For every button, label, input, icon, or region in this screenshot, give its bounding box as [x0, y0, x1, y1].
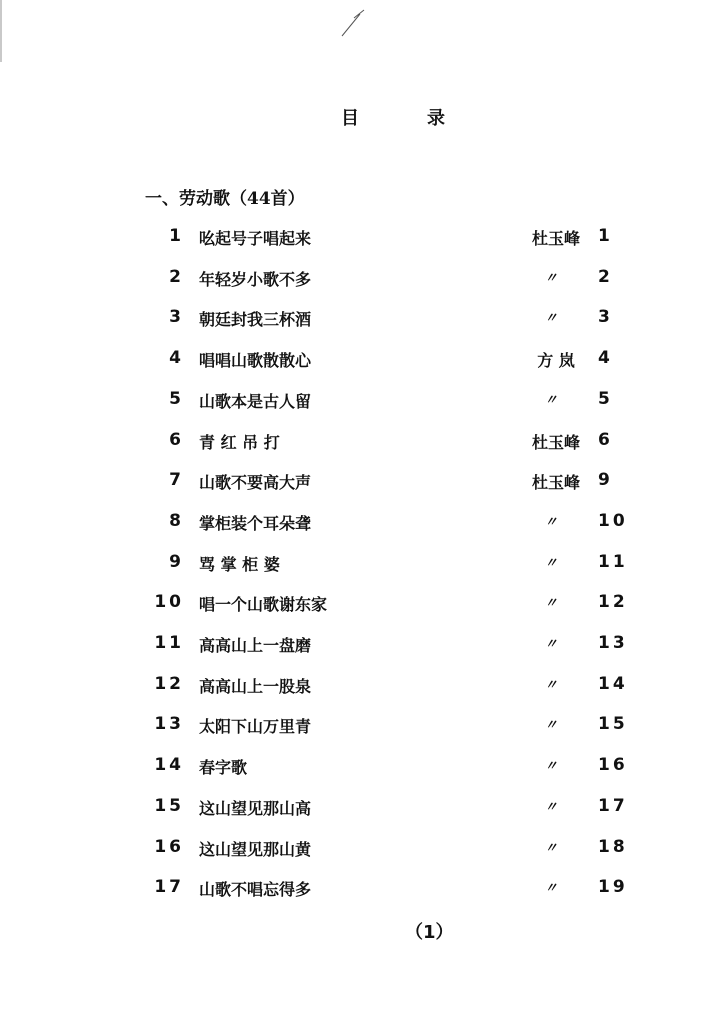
toc-entry-title: 高高山上一盘磨	[199, 636, 312, 655]
toc-entry-author: 〃	[544, 637, 558, 652]
toc-entry-author: 〃	[544, 311, 558, 326]
toc-entry-number: 16	[154, 837, 184, 857]
toc-entry-number: 17	[154, 877, 184, 897]
toc-entry-title: 吆起号子唱起来	[199, 229, 312, 248]
toc-entry-page: 13	[598, 633, 628, 653]
toc-entry-page: 16	[598, 755, 628, 775]
toc-entry-title: 掌柜装个耳朵聋	[199, 514, 312, 533]
toc-entry-author: 〃	[544, 393, 558, 408]
toc-row	[0, 837, 713, 867]
toc-entry-title: 唱一个山歌谢东家	[199, 595, 328, 614]
toc-entry-title: 高高山上一股泉	[199, 677, 312, 696]
toc-entry-title: 朝廷封我三杯酒	[199, 310, 312, 329]
toc-entry-author: 〃	[544, 271, 558, 286]
toc-entry-author: 杜玉峰	[531, 473, 580, 492]
page-edge-shadow	[0, 0, 2, 62]
toc-row	[0, 714, 713, 744]
toc-entry-number: 4	[169, 348, 184, 368]
toc-entry-title: 山歌不要高大声	[199, 473, 312, 492]
toc-entry-page: 6	[598, 430, 613, 450]
toc-row	[0, 267, 713, 297]
toc-entry-author: 〃	[544, 881, 558, 896]
toc-row	[0, 307, 713, 337]
toc-row	[0, 633, 713, 663]
toc-entry-page: 1	[598, 226, 613, 246]
toc-entry-page: 14	[598, 674, 628, 694]
toc-entry-author: 〃	[544, 718, 558, 733]
toc-row	[0, 755, 713, 785]
section-heading: 一、劳动歌（44首）	[145, 189, 305, 209]
toc-row	[0, 430, 713, 460]
toc-entry-author: 〃	[544, 841, 558, 856]
toc-entry-page: 5	[598, 389, 613, 409]
toc-entry-number: 6	[169, 430, 184, 450]
toc-entry-author: 〃	[544, 800, 558, 815]
toc-row	[0, 348, 713, 378]
toc-entry-number: 10	[154, 592, 184, 612]
page-number: （1）	[405, 922, 454, 943]
toc-row	[0, 592, 713, 622]
toc-row	[0, 226, 713, 256]
toc-entry-author: 杜玉峰	[531, 229, 580, 248]
toc-entry-title: 青 红 吊 打	[199, 433, 280, 452]
toc-entry-title: 春字歌	[199, 758, 248, 777]
toc-row	[0, 552, 713, 582]
toc-row	[0, 877, 713, 907]
toc-entry-author: 〃	[544, 678, 558, 693]
toc-entry-number: 8	[169, 511, 184, 531]
toc-entry-number: 7	[169, 470, 184, 490]
toc-entry-page: 12	[598, 592, 628, 612]
toc-row	[0, 674, 713, 704]
toc-entry-number: 1	[169, 226, 184, 246]
pen-scratch-mark	[340, 8, 366, 38]
toc-entry-number: 13	[154, 714, 184, 734]
toc-entry-author: 〃	[544, 515, 558, 530]
toc-entry-page: 19	[598, 877, 628, 897]
page-title-part-1: 目	[341, 108, 359, 129]
toc-entry-page: 2	[598, 267, 613, 287]
toc-entry-page: 10	[598, 511, 628, 531]
toc-entry-title: 这山望见那山高	[199, 799, 312, 818]
toc-entry-author: 方 岚	[537, 351, 575, 370]
toc-entry-page: 11	[598, 552, 628, 572]
toc-entry-number: 9	[169, 552, 184, 572]
toc-row	[0, 511, 713, 541]
toc-entry-title: 山歌本是古人留	[199, 392, 312, 411]
toc-entry-title: 唱唱山歌散散心	[199, 351, 312, 370]
toc-entry-number: 15	[154, 796, 184, 816]
toc-entry-title: 山歌不唱忘得多	[199, 880, 312, 899]
toc-row	[0, 796, 713, 826]
toc-entry-author: 〃	[544, 556, 558, 571]
toc-entry-number: 12	[154, 674, 184, 694]
toc-entry-title: 年轻岁小歌不多	[199, 270, 312, 289]
toc-entry-author: 杜玉峰	[531, 433, 580, 452]
toc-entry-title: 骂 掌 柜 婆	[199, 555, 280, 574]
toc-entry-author: 〃	[544, 596, 558, 611]
toc-entry-page: 9	[598, 470, 613, 490]
toc-row	[0, 470, 713, 500]
toc-entry-page: 3	[598, 307, 613, 327]
toc-entry-title: 这山望见那山黄	[199, 840, 312, 859]
toc-entry-author: 〃	[544, 759, 558, 774]
toc-entry-page: 4	[598, 348, 613, 368]
toc-entry-title: 太阳下山万里青	[199, 717, 312, 736]
toc-entry-number: 3	[169, 307, 184, 327]
toc-entry-page: 15	[598, 714, 628, 734]
toc-entry-number: 11	[154, 633, 184, 653]
toc-entry-number: 5	[169, 389, 184, 409]
toc-row	[0, 389, 713, 419]
toc-entry-page: 17	[598, 796, 628, 816]
toc-entry-page: 18	[598, 837, 628, 857]
toc-entry-number: 14	[154, 755, 184, 775]
page-title-part-2: 录	[427, 108, 445, 129]
toc-entry-number: 2	[169, 267, 184, 287]
